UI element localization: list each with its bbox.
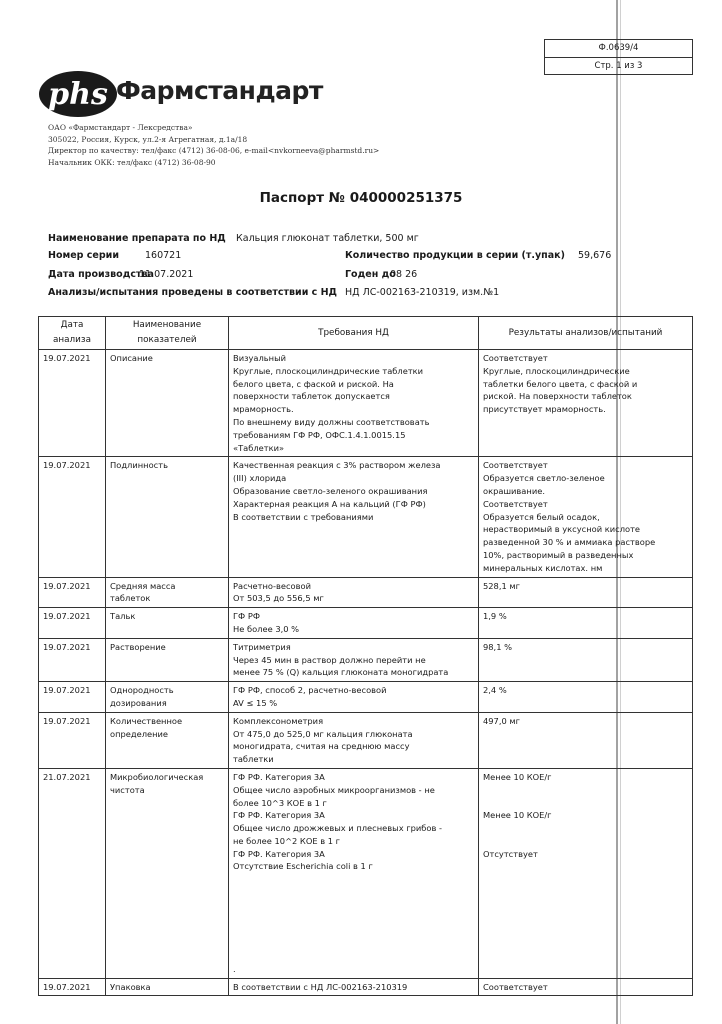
- cell-indicator: [106, 638, 229, 681]
- cell-requirements-line: ГФ РФ, способ 2, расчетно-весовой: [233, 685, 387, 696]
- cell-indicator-line: определение: [110, 728, 169, 739]
- cell-indicator: [106, 978, 229, 996]
- cell-results-line: нерастворимый в уксусной кислоте: [483, 524, 641, 535]
- expiry-value: 08 26: [390, 269, 418, 280]
- cell-requirements-line: По внешнему виду должны соответствовать: [233, 416, 430, 427]
- cell-requirements-line: мраморность.: [233, 404, 294, 415]
- cell-indicator-line: Средняя масса: [110, 580, 176, 591]
- quantity-value: 59,676: [578, 250, 612, 261]
- cell-indicator-line: Растворение: [110, 641, 166, 652]
- cell-requirements-line: Расчетно-весовой: [233, 580, 311, 591]
- cell-requirements-line: [233, 899, 474, 912]
- cell-requirements-line: [233, 873, 474, 886]
- cell-results-line: 10%, растворимый в разведенных: [483, 549, 634, 560]
- cell-requirements: [229, 712, 479, 768]
- quantity-label: Количество продукции в серии (т.упак): [345, 250, 565, 261]
- cell-requirements-line: В соответствии с требованиями: [233, 511, 374, 522]
- cell-indicator-line: Упаковка: [110, 981, 151, 992]
- cell-indicator-line: Микробиологическая: [110, 771, 204, 782]
- cell-results: [479, 712, 693, 768]
- cell-results-line: [483, 835, 688, 848]
- cell-results: [479, 638, 693, 681]
- analysis-basis-label: Анализы/испытания проведены в соответствии с НД: [48, 287, 338, 298]
- cell-indicator: [106, 768, 229, 978]
- cell-indicator: [106, 682, 229, 713]
- cell-results-line: риской. На поверхности таблеток: [483, 391, 632, 402]
- table-header-row: [39, 317, 693, 350]
- cell-requirements-line: Визуальный: [233, 353, 287, 363]
- company-address: 305022, Россия, Курск, ул.2-я Агрегатная, д.1а/18: [48, 134, 248, 144]
- cell-indicator-line: Количественное: [110, 715, 183, 726]
- logo-mark: phs: [48, 77, 108, 112]
- cell-date: 19.07.2021: [39, 577, 106, 608]
- cell-requirements: [229, 577, 479, 608]
- cell-indicator-line: чистота: [110, 784, 145, 795]
- cell-requirements-line: В соответствии с НД ЛС-002163-210319: [233, 981, 408, 992]
- cell-requirements: [229, 350, 479, 457]
- company-director: Директор по качеству: тел/факс (4712) 36-08-06, e-mail<nvkorneeva@pharmstd.ru>: [48, 146, 380, 155]
- table-row: [39, 350, 693, 457]
- cell-requirements-line: .: [233, 963, 236, 974]
- cell-requirements-line: ГФ РФ: [233, 611, 260, 622]
- cell-results-line: Соответствует: [483, 981, 548, 992]
- cell-requirements-line: Качественная реакция с 3% раствором железа: [233, 460, 441, 471]
- cell-results-line: [483, 797, 688, 810]
- cell-results-line: Образуется светло-зеленое: [483, 473, 605, 484]
- cell-results-line: [483, 784, 688, 797]
- cell-indicator: [106, 608, 229, 639]
- table-row: [39, 457, 693, 577]
- production-date-label: Дата производства: [48, 269, 154, 280]
- cell-requirements-line: Титриметрия: [233, 641, 291, 652]
- cell-results-line: Образуется белый осадок,: [483, 511, 600, 522]
- cell-requirements-line: [233, 937, 474, 950]
- table-row: [39, 608, 693, 639]
- cell-date: 19.07.2021: [39, 457, 106, 577]
- results-table: [38, 316, 693, 996]
- header-results: Результаты анализов/испытаний: [479, 317, 693, 350]
- cell-results: [479, 978, 693, 996]
- cell-requirements-line: AV ≤ 15 %: [233, 697, 278, 708]
- cell-indicator-line: Описание: [110, 353, 153, 363]
- cell-results-line: 98,1 %: [483, 641, 512, 652]
- cell-indicator-line: Подлинность: [110, 460, 168, 471]
- cell-results-line: Соответствует: [483, 460, 548, 471]
- cell-results-line: 497,0 мг: [483, 715, 521, 726]
- cell-results-line: Менее 10 КОЕ/г: [483, 810, 552, 821]
- series-value: 160721: [145, 250, 182, 261]
- cell-requirements-line: [233, 912, 474, 925]
- cell-results: [479, 577, 693, 608]
- cell-results-line: Круглые, плоскоцилиндрические: [483, 365, 630, 376]
- production-date-value: 11.07.2021: [139, 269, 194, 280]
- cell-requirements: [229, 682, 479, 713]
- cell-results-line: 1,9 %: [483, 611, 507, 622]
- cell-date: 19.07.2021: [39, 608, 106, 639]
- cell-indicator: [106, 577, 229, 608]
- header-indicator: Наименование показателей: [106, 317, 229, 350]
- cell-requirements-line: ГФ РФ. Категория 3А: [233, 771, 325, 782]
- cell-results-line: Отсутствует: [483, 848, 538, 859]
- expiry-label: Годен до: [345, 269, 396, 280]
- drug-value: Кальция глюконат таблетки, 500 мг: [236, 233, 419, 244]
- page-number: Стр. 1 из 3: [545, 57, 692, 75]
- cell-requirements-line: От 503,5 до 556,5 мг: [233, 593, 324, 604]
- cell-results-line: разведенной 30 % и аммиака растворе: [483, 537, 656, 548]
- cell-results-line: присутствует мраморность.: [483, 404, 606, 415]
- cell-results-line: [483, 822, 688, 835]
- cell-results: [479, 608, 693, 639]
- cell-results: [479, 768, 693, 978]
- cell-indicator: [106, 350, 229, 457]
- header-requirements: Требования НД: [229, 317, 479, 350]
- cell-requirements-line: поверхности таблеток допускается: [233, 391, 390, 402]
- company-logo: [38, 70, 118, 122]
- form-code: Ф.0639/4: [598, 43, 639, 53]
- table-row: [39, 682, 693, 713]
- header-date: Дата анализа: [39, 317, 106, 350]
- drug-label: Наименование препарата по НД: [48, 233, 226, 244]
- cell-requirements-line: [233, 950, 474, 963]
- page-title: Паспорт № 040000251375: [259, 190, 463, 206]
- cell-results: [479, 350, 693, 457]
- cell-results: [479, 682, 693, 713]
- table-row: [39, 978, 693, 996]
- cell-requirements-line: менее 75 % (Q) кальция глюконата моногидрата: [233, 667, 449, 678]
- cell-requirements-line: Через 45 мин в раствор должно перейти не: [233, 654, 426, 665]
- cell-requirements-line: моногидрата, считая на среднюю массу: [233, 741, 410, 752]
- cell-requirements-line: [233, 924, 474, 937]
- cell-requirements-line: требованиям ГФ РФ, ОФС.1.4.1.0015.15: [233, 429, 406, 440]
- cell-requirements-line: Образование светло-зеленого окрашивания: [233, 485, 428, 496]
- cell-results-line: Менее 10 КОЕ/г: [483, 771, 552, 782]
- series-label: Номер серии: [48, 250, 119, 261]
- table-row: [39, 712, 693, 768]
- cell-indicator: [106, 712, 229, 768]
- table-row: [39, 638, 693, 681]
- cell-results-line: таблетки белого цвета, с фаской и: [483, 378, 638, 389]
- cell-requirements-line: Отсутствие Escherichia coli в 1 г: [233, 861, 373, 872]
- cell-requirements-line: Характерная реакция А на кальций (ГФ РФ): [233, 498, 426, 509]
- cell-requirements-line: более 10^3 КОЕ в 1 г: [233, 797, 327, 808]
- cell-requirements: [229, 978, 479, 996]
- cell-date: 19.07.2021: [39, 978, 106, 996]
- cell-requirements-line: От 475,0 до 525,0 мг кальция глюконата: [233, 728, 413, 739]
- logo-name: Фармстандарт: [116, 76, 323, 105]
- cell-requirements-line: ГФ РФ. Категория 3А: [233, 848, 325, 859]
- cell-requirements-line: (III) хлорида: [233, 473, 287, 484]
- cell-requirements-line: «Таблетки»: [233, 442, 285, 453]
- table-row: [39, 577, 693, 608]
- cell-results-line: минеральных кислотах. нм: [483, 562, 603, 573]
- company-info: [48, 122, 379, 168]
- cell-results: [479, 457, 693, 577]
- cell-requirements-line: ГФ РФ. Категория 3А: [233, 810, 325, 821]
- analysis-basis-value: НД ЛС-002163-210319, изм.№1: [345, 287, 500, 298]
- cell-results-line: окрашивание.: [483, 485, 545, 496]
- cell-date: 19.07.2021: [39, 682, 106, 713]
- table-row: [39, 768, 693, 978]
- cell-requirements: [229, 768, 479, 978]
- cell-date: 19.07.2021: [39, 712, 106, 768]
- cell-requirements: [229, 638, 479, 681]
- cell-date: 19.07.2021: [39, 350, 106, 457]
- cell-requirements-line: [233, 886, 474, 899]
- cell-date: 21.07.2021: [39, 768, 106, 978]
- cell-results-line: 528,1 мг: [483, 580, 521, 591]
- cell-requirements: [229, 457, 479, 577]
- cell-requirements-line: белого цвета, с фаской и риской. На: [233, 378, 394, 389]
- cell-requirements: [229, 608, 479, 639]
- cell-indicator-line: дозирования: [110, 697, 167, 708]
- form-code-box: [544, 39, 693, 75]
- cell-indicator-line: Однородность: [110, 685, 174, 696]
- company-name: ОАО «Фармстандарт - Лексредства»: [48, 123, 193, 132]
- cell-date: 19.07.2021: [39, 638, 106, 681]
- cell-results-line: Соответствует: [483, 353, 548, 363]
- cell-indicator-line: таблеток: [110, 593, 151, 604]
- cell-requirements-line: Общее число аэробных микроорганизмов - не: [233, 784, 435, 795]
- cell-results-line: 2,4 %: [483, 685, 507, 696]
- cell-requirements-line: таблетки: [233, 754, 274, 765]
- company-okk: Начальник ОКК: тел/факс (4712) 36-08-90: [48, 157, 216, 167]
- cell-indicator: [106, 457, 229, 577]
- cell-requirements-line: Общее число дрожжевых и плесневых грибов -: [233, 823, 442, 834]
- cell-requirements-line: Комплексонометрия: [233, 715, 324, 726]
- cell-requirements-line: не более 10^2 КОЕ в 1 г: [233, 835, 341, 846]
- cell-indicator-line: Тальк: [110, 611, 136, 622]
- cell-results-line: Соответствует: [483, 498, 548, 509]
- cell-requirements-line: Не более 3,0 %: [233, 623, 300, 634]
- cell-requirements-line: Круглые, плоскоцилиндрические таблетки: [233, 365, 424, 376]
